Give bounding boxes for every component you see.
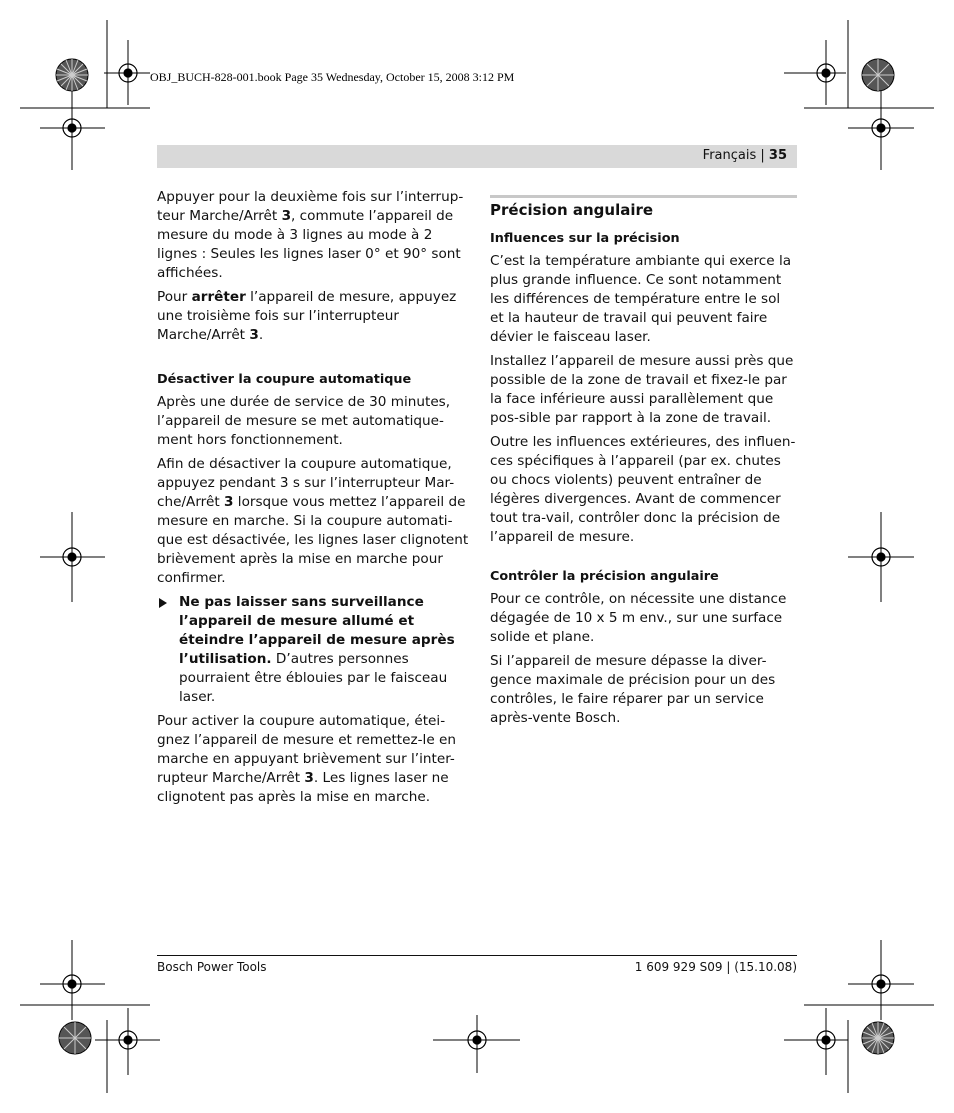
paragraph — [157, 455, 469, 588]
warning-text: D’autres personnes pourraient être éblouies par le faisceau laser. — [179, 651, 448, 705]
star-target-icon — [862, 59, 894, 91]
text: . Les lignes laser ne clignotent pas après la mise en marche. — [157, 770, 449, 805]
right-column — [490, 195, 797, 733]
paragraph: Après une durée de service de 30 minutes, l’appareil de mesure se met automatique-ment hors fonctionnement. — [157, 394, 451, 448]
section-heading: Contrôler la précision angulaire — [490, 569, 719, 584]
warning-bullet — [157, 593, 469, 707]
text: Afin de désactiver la coupure automatique, appuyez pendant 3 s sur l’interrupteur Mar-che/Arrêt — [157, 456, 455, 510]
paragraph: Pour ce contrôle, on nécessite une distance dégagée de 10 x 5 m env., sur une surface solide et plane. — [490, 591, 787, 645]
warning-bold: Ne pas laisser sans surveillance l’appareil de mesure allumé et éteindre l’appareil de mesure après l’utilisation. — [179, 594, 455, 667]
footer-rule — [157, 955, 797, 956]
star-target-icon — [862, 1022, 894, 1054]
page-number: 35 — [768, 148, 787, 163]
print-meta-line: OBJ_BUCH-828-001.book Page 35 Wednesday, October 15, 2008 3:12 PM — [150, 70, 515, 84]
header-language: Français — [702, 148, 757, 163]
text-bold: 3 — [224, 494, 234, 510]
text-bold: 3 — [281, 208, 292, 224]
left-column — [157, 188, 469, 812]
footer-docnumber: 1 609 929 S09 | (15.10.08) — [634, 960, 797, 974]
text: Pour — [157, 289, 192, 305]
paragraph — [157, 188, 469, 283]
paragraph — [157, 288, 469, 345]
paragraph: Outre les influences extérieures, des influen-ces spécifiques à l’appareil (par ex. chutes ou chocs violents) peuvent entraîner de légères divergences. Avant de commencer tout tra-vail, contrôler donc la précision de l’appareil de mesure. — [490, 434, 796, 545]
footer-brand: Bosch Power Tools — [157, 960, 267, 974]
text-bold: 3 — [249, 327, 259, 343]
text: l’appareil de mesure, appuyez une troisième fois sur l’interrupteur Marche/Arrêt — [157, 289, 457, 343]
text-bold: arrêter — [191, 289, 246, 305]
section-title: Précision angulaire — [490, 201, 654, 219]
header-separator: | — [756, 148, 769, 163]
section-heading: Désactiver la coupure automatique — [157, 372, 412, 387]
text: . — [258, 327, 264, 343]
paragraph — [157, 712, 469, 807]
text: , commute l’appareil de mesure du mode à 3 lignes au mode à 2 lignes : Seules les lignes laser 0° et 90° sont affichées. — [157, 208, 461, 281]
bullet-triangle-icon — [159, 598, 167, 608]
paragraph: Installez l’appareil de mesure aussi près que possible de la zone de travail et fixez-le par la face inférieure aussi parallèlement que pos-sible par rapport à la zone de travail. — [490, 353, 794, 426]
paragraph: C’est la température ambiante qui exerce la plus grande influence. Ce sont notamment les différences de température entre le sol et la hauteur de travail qui peuvent faire dévier le faisceau laser. — [490, 253, 792, 345]
section-heading: Influences sur la précision — [490, 231, 680, 246]
text: Appuyer pour la deuxième fois sur l’interrup-teur Marche/Arrêt — [157, 189, 464, 224]
paragraph: Si l’appareil de mesure dépasse la diver-gence maximale de précision pour un des contrôles, le faire réparer par un service après-vente Bosch. — [490, 653, 776, 726]
page-header — [157, 145, 797, 168]
header-text — [703, 148, 787, 163]
star-target-icon — [59, 1022, 91, 1054]
star-target-icon — [56, 59, 88, 91]
text-bold: 3 — [304, 770, 314, 786]
text: Pour activer la coupure automatique, étei-gnez l’appareil de mesure et remettez-le en marche en appuyant brièvement sur l’inter-rupteur Marche/Arrêt — [157, 713, 456, 786]
text: lorsque vous mettez l’appareil de mesure en marche. Si la coupure automati-que est désactivée, les lignes laser clignotent brièvement après la mise en marche pour confirmer. — [157, 494, 469, 586]
